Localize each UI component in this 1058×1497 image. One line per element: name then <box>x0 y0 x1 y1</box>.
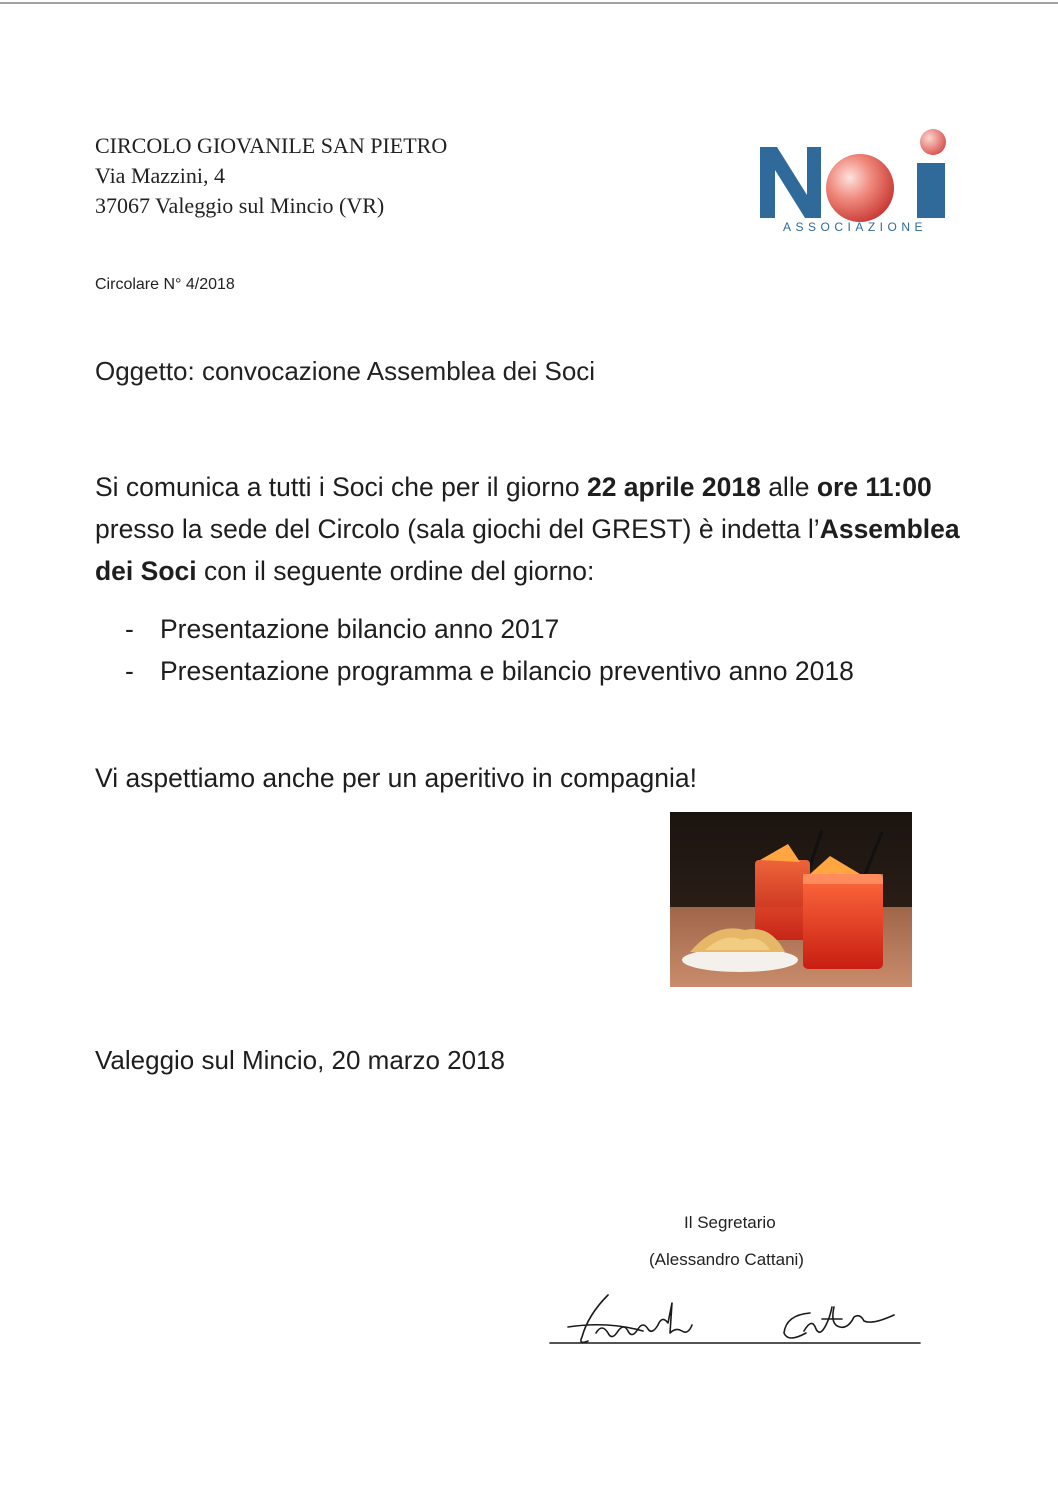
agenda-list <box>125 608 854 692</box>
agenda-bullet: - <box>125 656 134 686</box>
body-text-1: Si comunica a tutti i Soci che per il giorno <box>95 472 587 502</box>
aperitivo-photo <box>670 812 912 987</box>
sender-address <box>95 131 447 221</box>
place-and-date: Valeggio sul Mincio, 20 marzo 2018 <box>95 1045 505 1075</box>
agenda-item: - Presentazione bilancio anno 2017 <box>125 608 854 650</box>
sender-street: Via Mazzini, 4 <box>95 163 226 188</box>
scan-top-edge <box>0 2 1058 4</box>
sender-city: 37067 Valeggio sul Mincio (VR) <box>95 193 385 218</box>
signatory-name: (Alessandro Cattani) <box>649 1250 804 1269</box>
body-text-3: presso la sede del Circolo (sala giochi del GREST) è indetta l’ <box>95 514 820 544</box>
body-text-4: con il seguente ordine del giorno: <box>196 556 595 586</box>
subject-line: Oggetto: convocazione Assemblea dei Soci <box>95 356 596 386</box>
aperitivo-invite: Vi aspettiamo anche per un aperitivo in compagnia! <box>95 763 698 793</box>
meeting-time: ore 11:00 <box>816 472 932 502</box>
assembly-name: Assemblea dei Soci <box>95 514 960 586</box>
sender-name: CIRCOLO GIOVANILE SAN PIETRO <box>95 133 448 158</box>
agenda-bullet: - <box>125 614 134 644</box>
logo-tagline: ASSOCIAZIONE <box>782 220 928 234</box>
signatory-role: Il Segretario <box>684 1213 776 1232</box>
handwritten-signature <box>548 1285 928 1355</box>
meeting-date: 22 aprile 2018 <box>586 472 761 502</box>
body-text-2: alle <box>760 472 817 502</box>
agenda-item: - Presentazione programma e bilancio preventivo anno 2018 <box>125 650 854 692</box>
announcement-paragraph <box>95 466 965 592</box>
noi-associazione-logo <box>755 125 955 235</box>
circolare-number: Circolare N° 4/2018 <box>95 276 235 293</box>
